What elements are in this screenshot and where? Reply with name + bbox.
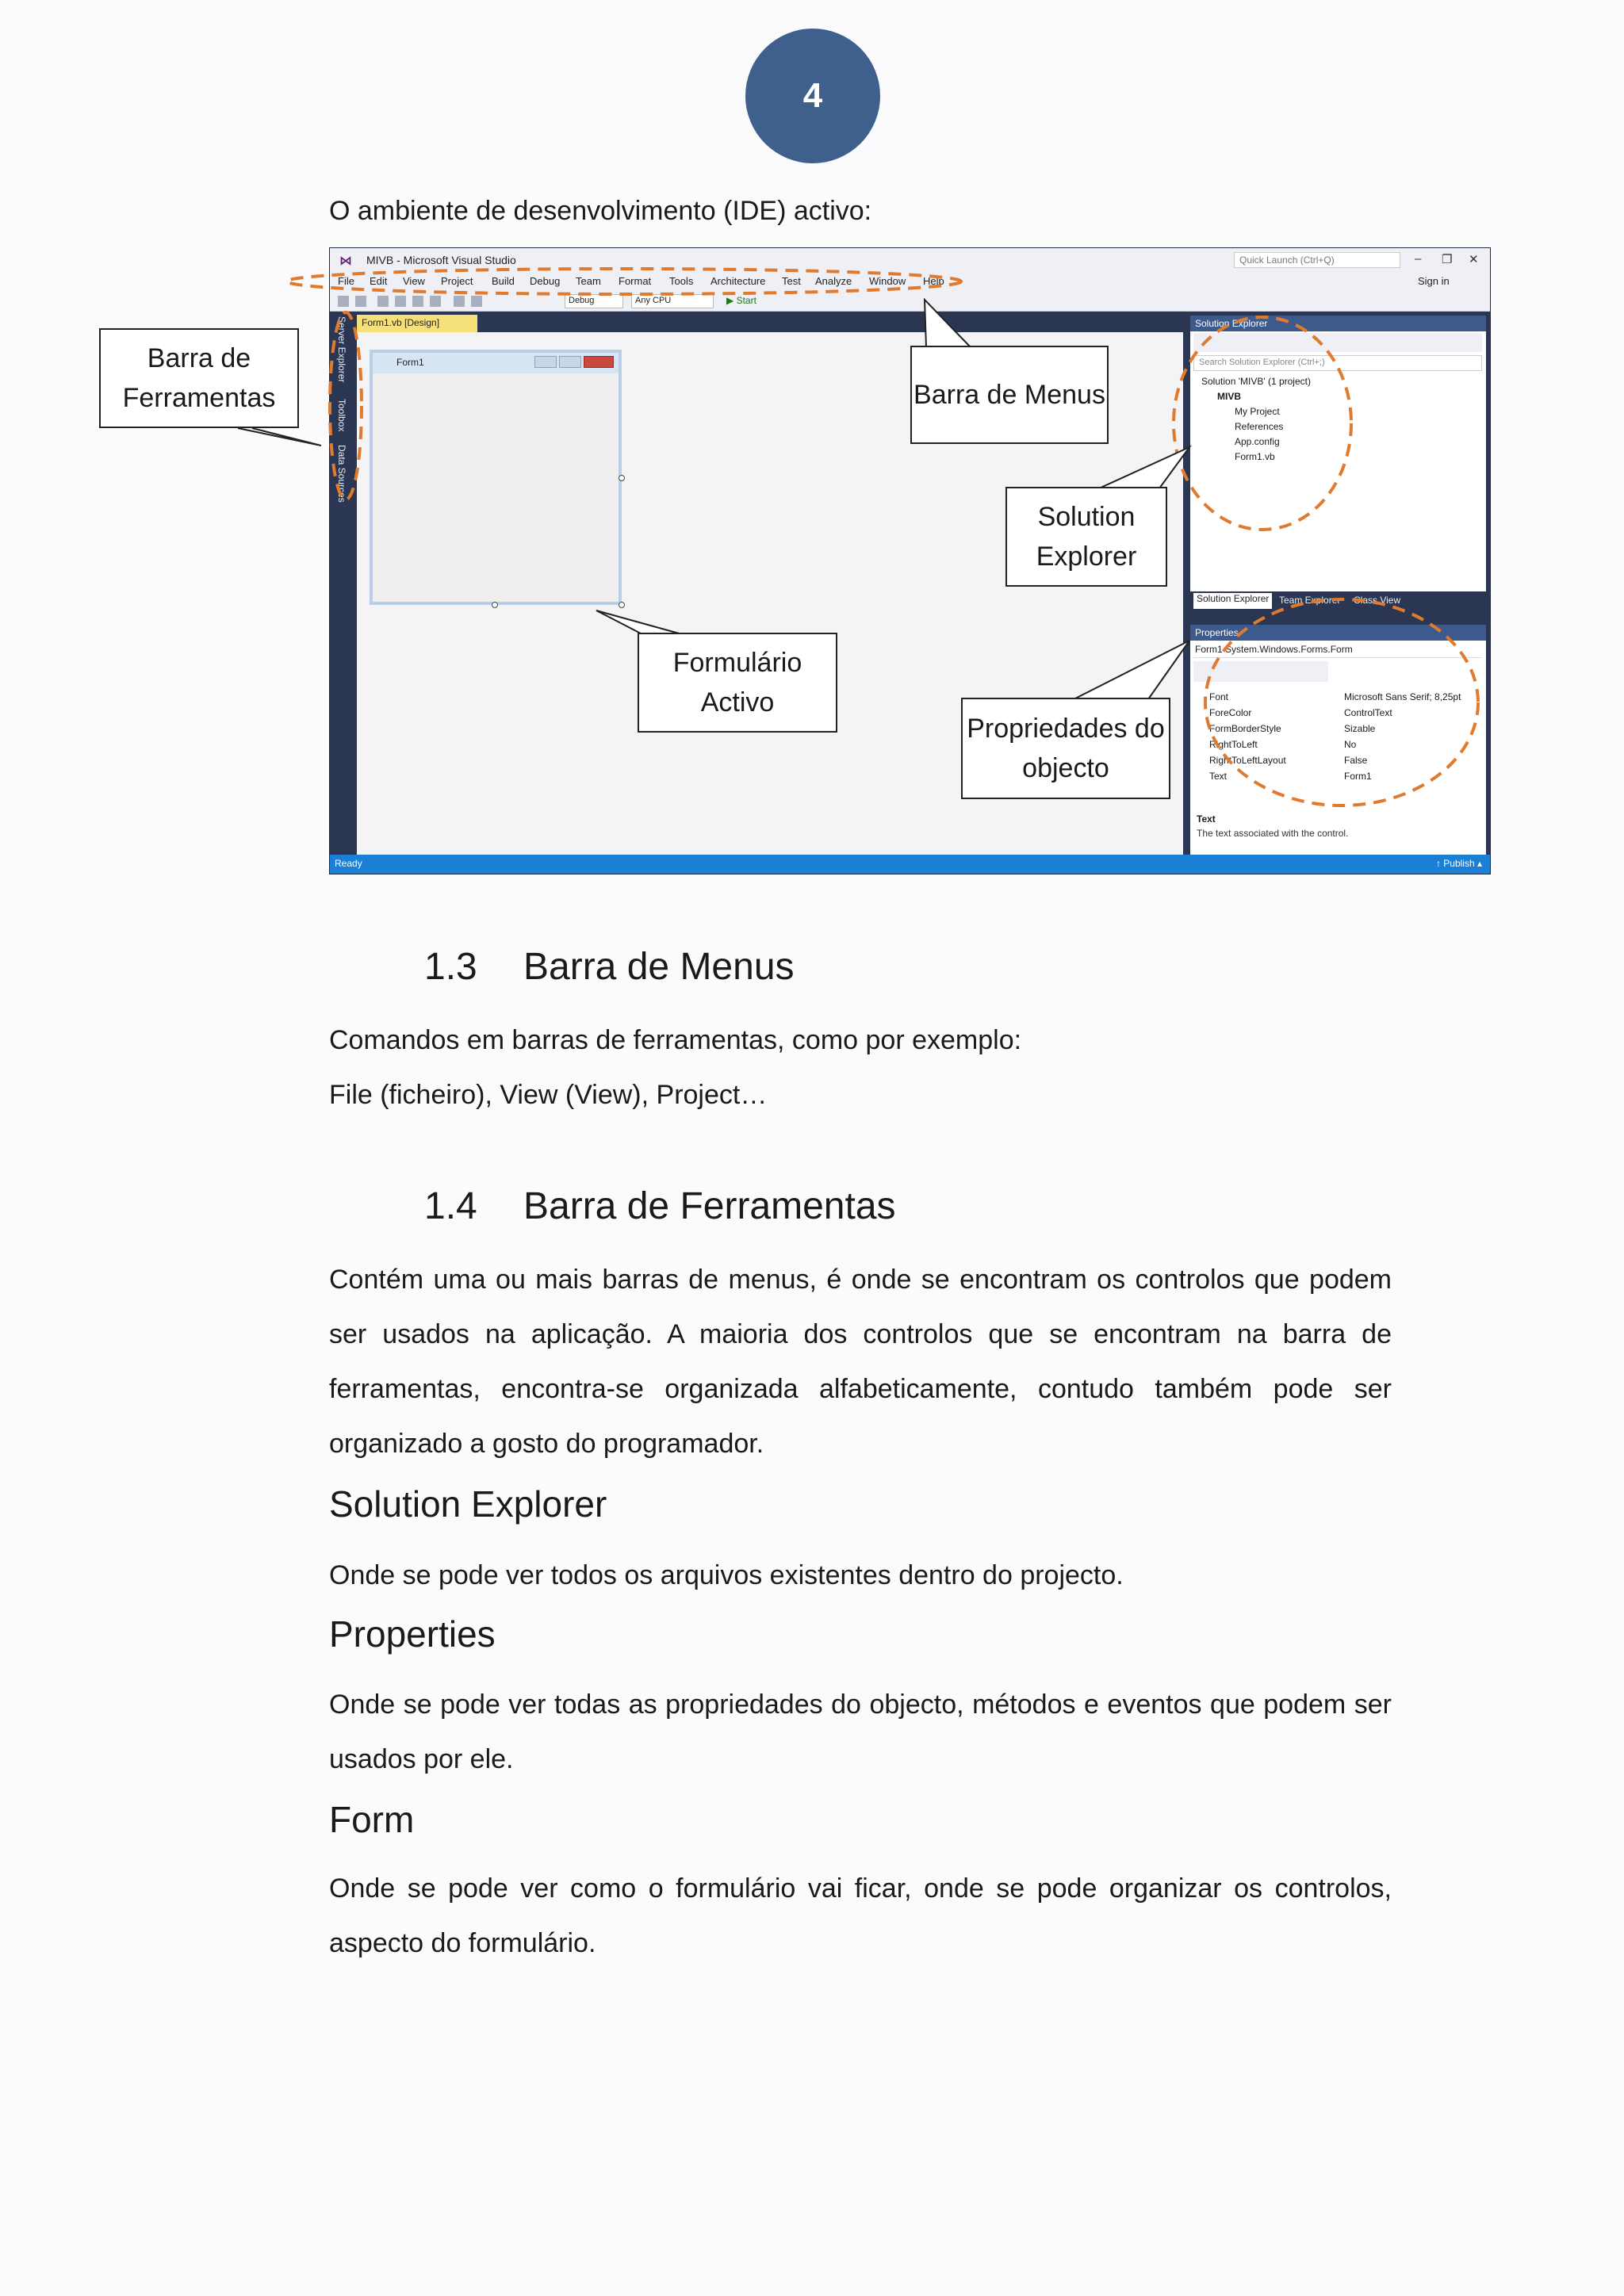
- section-1-3-line-2: File (ficheiro), View (View), Project…: [329, 1080, 768, 1110]
- solution-explorer-panel: [1189, 315, 1487, 610]
- form1-title: Form1: [396, 357, 424, 368]
- heading-solution-explorer: Solution Explorer: [329, 1483, 607, 1525]
- tab-solution-explorer[interactable]: Solution Explorer: [1193, 593, 1272, 609]
- property-row[interactable]: Text Form1: [1209, 771, 1372, 782]
- solution-explorer-toolbar: [1193, 333, 1482, 352]
- section-heading-1-3: 1.3 Barra de Menus: [424, 946, 795, 988]
- status-text: Ready: [335, 858, 362, 869]
- ide-window-title: MIVB - Microsoft Visual Studio: [366, 254, 516, 266]
- menu-view[interactable]: View: [403, 275, 425, 287]
- save-all-icon[interactable]: [430, 296, 441, 307]
- open-icon[interactable]: [395, 296, 406, 307]
- form-maximize-icon: [559, 356, 581, 368]
- resize-handle-right[interactable]: [619, 475, 625, 481]
- menu-window[interactable]: Window: [869, 275, 906, 287]
- tree-item-form1[interactable]: Form1.vb: [1235, 451, 1275, 462]
- side-tab-data-sources[interactable]: Data Sources: [336, 445, 347, 503]
- menu-project[interactable]: Project: [441, 275, 473, 287]
- callout-barra-menus: Barra de Menus: [910, 346, 1109, 444]
- tab-class-view[interactable]: Class View: [1354, 595, 1401, 606]
- properties-object-selector[interactable]: Form1 System.Windows.Forms.Form: [1193, 642, 1482, 658]
- solution-panel-tabs: [1190, 591, 1486, 609]
- document-tab[interactable]: Form1.vb [Design]: [357, 315, 477, 332]
- section-1-3-line-1: Comandos em barras de ferramentas, como por exemplo:: [329, 1025, 1022, 1055]
- tab-team-explorer[interactable]: Team Explorer: [1279, 595, 1341, 606]
- property-row[interactable]: ForeColor ControlText: [1209, 707, 1392, 718]
- new-project-icon[interactable]: [377, 296, 389, 307]
- solution-explorer-header: Solution Explorer: [1190, 316, 1486, 331]
- menu-format[interactable]: Format: [619, 275, 652, 287]
- section-heading-1-4: 1.4 Barra de Ferramentas: [424, 1185, 896, 1227]
- property-row[interactable]: Font Microsoft Sans Serif; 8,25pt: [1209, 691, 1461, 702]
- heading-properties: Properties: [329, 1613, 496, 1655]
- heading-form: Form: [329, 1799, 415, 1840]
- resize-handle-corner[interactable]: [619, 602, 625, 608]
- callout-propriedades: Propriedades do objecto: [961, 698, 1170, 799]
- page-number-badge: 4: [745, 29, 880, 163]
- form1-title-bar: [373, 353, 619, 373]
- properties-header: Properties: [1190, 625, 1486, 641]
- property-description: The text associated with the control.: [1197, 828, 1349, 839]
- sign-in-link[interactable]: Sign in: [1418, 275, 1450, 287]
- tree-item-references[interactable]: References: [1235, 421, 1284, 432]
- ide-screenshot: [329, 247, 1491, 874]
- visual-studio-logo-icon: ⋈: [339, 254, 352, 268]
- minimize-icon[interactable]: –: [1415, 252, 1422, 266]
- close-icon[interactable]: ✕: [1469, 253, 1479, 266]
- properties-toolbar: [1193, 661, 1328, 682]
- tree-item-solution[interactable]: Solution 'MIVB' (1 project): [1201, 376, 1311, 387]
- tree-item-project[interactable]: MIVB: [1217, 391, 1241, 402]
- forward-icon[interactable]: [355, 296, 366, 307]
- menu-build[interactable]: Build: [492, 275, 515, 287]
- section-1-4-paragraph: Contém uma ou mais barras de menus, é onde se encontram os controlos que podem ser usados na aplicação. A maioria dos controlos que se encontram na barra de ferramentas, encontra-se organizada alfabeticamente, contudo também pode ser organizado a gosto do programador.: [329, 1265, 1392, 1459]
- side-tab-server-explorer[interactable]: Server Explorer: [336, 316, 347, 383]
- menu-debug[interactable]: Debug: [530, 275, 561, 287]
- property-row[interactable]: RightToLeft No: [1209, 739, 1357, 750]
- form-paragraph: Onde se pode ver como o formulário vai ficar, onde se pode organizar os controlos, aspecto do formulário.: [329, 1873, 1392, 1958]
- tree-item-my-project[interactable]: My Project: [1235, 406, 1280, 417]
- callout-barra-ferramentas: Barra de Ferramentas: [99, 328, 299, 428]
- start-button[interactable]: ▶ Start: [726, 295, 756, 306]
- redo-icon[interactable]: [471, 296, 482, 307]
- restore-icon[interactable]: ❐: [1442, 253, 1453, 266]
- menu-help[interactable]: Help: [923, 275, 944, 287]
- menu-edit[interactable]: Edit: [370, 275, 388, 287]
- form1-window[interactable]: [370, 350, 622, 605]
- property-row[interactable]: RightToLeftLayout False: [1209, 755, 1368, 766]
- platform-dropdown[interactable]: Any CPU: [631, 294, 714, 308]
- intro-text: O ambiente de desenvolvimento (IDE) activo:: [329, 196, 872, 226]
- callout-pointer-ferramentas: [238, 428, 321, 446]
- save-icon[interactable]: [412, 296, 423, 307]
- menu-file[interactable]: File: [338, 275, 354, 287]
- ide-title-bar: [330, 248, 1490, 272]
- property-description-title: Text: [1197, 813, 1216, 825]
- resize-handle-bottom[interactable]: [492, 602, 498, 608]
- properties-paragraph: Onde se pode ver todas as propriedades do objecto, métodos e eventos que podem ser usados por ele.: [329, 1689, 1392, 1774]
- solution-explorer-paragraph: Onde se pode ver todos os arquivos existentes dentro do projecto.: [329, 1560, 1124, 1590]
- side-tab-toolbox[interactable]: Toolbox: [336, 399, 347, 432]
- menu-architecture[interactable]: Architecture: [710, 275, 766, 287]
- form1-window-buttons: [534, 356, 614, 368]
- form-close-icon: [584, 356, 614, 368]
- tree-item-app-config[interactable]: App.config: [1235, 436, 1280, 447]
- properties-panel: [1189, 624, 1487, 860]
- solution-search-input[interactable]: Search Solution Explorer (Ctrl+;): [1193, 355, 1482, 371]
- back-icon[interactable]: [338, 296, 349, 307]
- callout-formulario-activo: Formulário Activo: [638, 633, 837, 733]
- menu-tools[interactable]: Tools: [669, 275, 694, 287]
- property-row[interactable]: FormBorderStyle Sizable: [1209, 723, 1376, 734]
- publish-button[interactable]: ↑ Publish ▴: [1435, 858, 1482, 869]
- callout-solution-explorer: Solution Explorer: [1005, 487, 1167, 587]
- form-minimize-icon: [534, 356, 557, 368]
- menu-team[interactable]: Team: [576, 275, 601, 287]
- menu-test[interactable]: Test: [782, 275, 801, 287]
- side-tab-strip: [330, 312, 355, 859]
- config-dropdown[interactable]: Debug: [565, 294, 623, 308]
- quick-launch-input[interactable]: Quick Launch (Ctrl+Q): [1234, 252, 1400, 268]
- status-bar: [330, 855, 1490, 874]
- menu-analyze[interactable]: Analyze: [815, 275, 852, 287]
- undo-icon[interactable]: [454, 296, 465, 307]
- ide-toolbar: [330, 291, 1490, 312]
- ide-menu-bar: [330, 272, 1490, 291]
